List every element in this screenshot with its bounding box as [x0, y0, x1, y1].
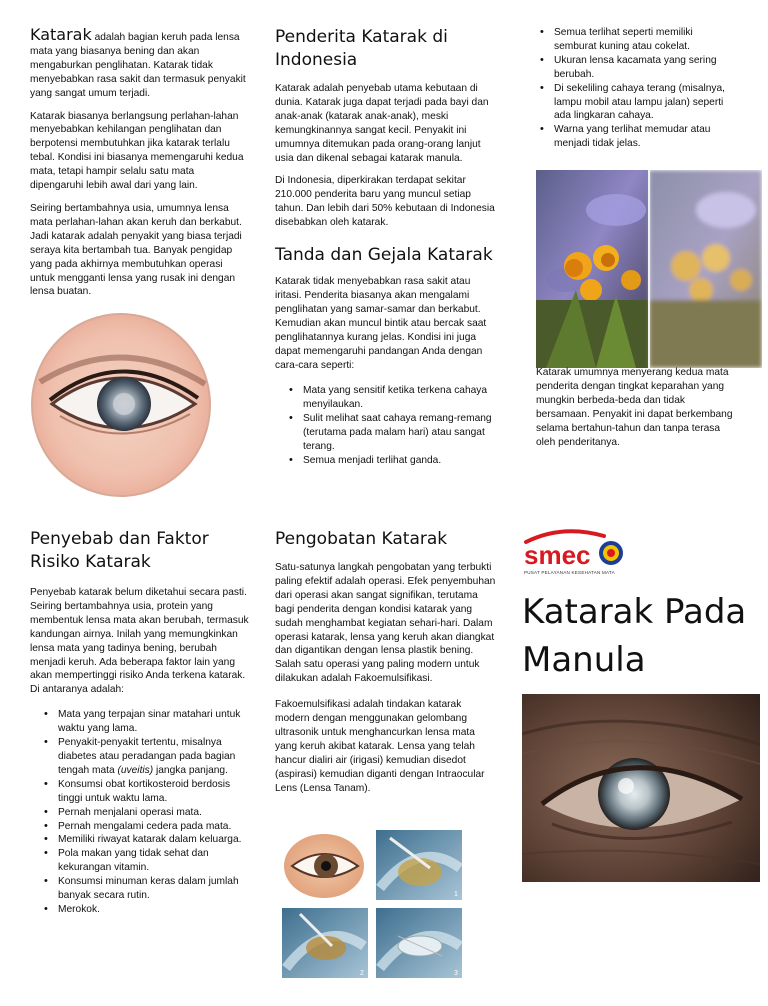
symptoms-heading: Tanda dan Gejala Katarak	[275, 245, 493, 266]
causes-column	[30, 528, 252, 917]
eye-illustration	[30, 312, 212, 498]
treatment-paragraph-2: Fakoemulsifikasi adalah tindakan katarak modern dengan menggunakan gelombang ultrasonik untuk menghancurkan lensa mata yang keruh akibat katarak. Lensa yang telah hancur dialiri air (irigasi) kemudian disedot (aspirasi) kemudian diganti dengan Intraocular Lens (Lensa Tanam).	[275, 699, 485, 794]
list-item: • Mata yang terpajan sinar matahari untuk waktu yang lama.	[40, 708, 252, 736]
list-item: • Pola makan yang tidak sehat dan kekurangan vitamin.	[40, 847, 252, 875]
treatment-column	[275, 528, 497, 805]
surgery-diagram	[280, 828, 466, 980]
list-item: • Pernah mengalami cedera pada mata.	[40, 820, 252, 834]
intro-paragraph-2: Katarak biasanya berlangsung perlahan-lahan menyebabkan kehilangan penglihatan dan berpotensi membutuhkan jika katarak terlalu tebal. Kondisi ini biasanya memengaruhi kedua mata, tetapi hampir selalu satu mata dipengaruhi lebih awal dari yang lain.	[30, 110, 244, 192]
intro-lead-word: Katarak	[30, 25, 92, 44]
progression-column	[536, 366, 736, 458]
risk-factors-list	[40, 708, 252, 917]
cataract-eye-photo	[522, 694, 760, 882]
logo-tagline: PUSAT PELAYANAN KESEHATAN MATA	[524, 570, 615, 575]
symptoms-list	[285, 384, 495, 467]
list-item: • Di sekeliling cahaya terang (misalnya, lampu mobil atau lampu jalan) seperti ada lingkaran cahaya.	[536, 82, 736, 124]
diagram-step-2: 2	[360, 970, 364, 977]
indonesia-paragraph-2: Di Indonesia, diperkirakan terdapat sekitar 210.000 penderita baru yang muncul setiap tahun. Dan lebih dari 50% kebutaan di Indonesia disebabkan oleh katarak.	[275, 175, 495, 229]
intro-column	[30, 25, 248, 308]
list-item: • Warna yang terlihat memudar atau menjadi tidak jelas.	[536, 123, 736, 151]
treatment-heading: Pengobatan Katarak	[275, 529, 448, 549]
list-item: • Semua terlihat seperti memiliki semburat kuning atau cokelat.	[536, 26, 736, 54]
symptoms-list-continued	[536, 26, 736, 151]
causes-heading: Penyebab dan Faktor Risiko Katarak	[30, 529, 209, 572]
logo-wordmark: smec	[524, 540, 591, 570]
intro-paragraph-1-text: adalah bagian keruh pada lensa mata yang biasanya bening dan akan mengaburkan penglihatan. Katarak tidak menyebabkan rasa sakit dan termasuk penyakit yang sangat umum terjadi.	[30, 32, 246, 99]
list-item: • Mata yang sensitif ketika terkena cahaya menyilaukan.	[285, 384, 495, 412]
causes-paragraph: Penyebab katarak belum diketahui secara pasti. Seiring bertambahnya usia, protein yang membentuk lensa mata akan berubah, termasuk kandungan airnya. Inilah yang memungkinkan lensa mata yang tadinya bening, berubah menjadi keruh. Ada beberapa faktor lain yang akan mempertinggi risiko Anda terkena katarak. Di antaranya adalah:	[30, 587, 249, 696]
vision-comparison-photo	[536, 170, 762, 368]
cover-title: Katarak Pada Manula	[522, 592, 747, 680]
diagram-step-3: 3	[454, 970, 458, 977]
list-item: • Pernah menjalani operasi mata.	[40, 806, 252, 820]
uveitis-term: (uveitis)	[117, 764, 154, 776]
list-item: • Penyakit-penyakit tertentu, misalnya diabetes atau peradangan pada bagian tengah mata (uveitis) jangka panjang.	[40, 736, 252, 778]
list-item: • Merokok.	[40, 903, 252, 917]
list-item: • Konsumsi obat kortikosteroid berdosis tinggi untuk waktu lama.	[40, 778, 252, 806]
list-item: • Ukuran lensa kacamata yang sering berubah.	[536, 54, 736, 82]
indonesia-column	[275, 26, 495, 468]
intro-paragraph-3: Seiring bertambahnya usia, umumnya lensa mata perlahan-lahan akan keruh dan berkabut. Jadi katarak adalah penyakit yang biasa terjadi seraya kita bertambah tua. Banyak pengidap yang pada akhirnya membutuhkan operasi untuk mengganti lensa yang rusak ini dengan lensa buatan.	[30, 202, 242, 298]
indonesia-heading: Penderita Katarak di Indonesia	[275, 27, 448, 70]
diagram-step-1: 1	[454, 891, 458, 898]
indonesia-paragraph-1: Katarak adalah penyebab utama kebutaan di dunia. Katarak juga dapat terjadi pada bayi dan anak-anak (katarak anak-anak), meski kemungkinannya sangat kecil. Penyakit ini umumnya ditemukan pada orang-orang lanjut usia dan dikenal sebagai katarak manula.	[275, 83, 489, 164]
intro-paragraph-1	[30, 25, 248, 101]
list-item: • Konsumsi minuman keras dalam jumlah banyak secara rutin.	[40, 875, 252, 903]
symptoms-paragraph: Katarak tidak menyebabkan rasa sakit atau iritasi. Penderita biasanya akan mengalami penglihatan yang samar-samar dan berkabut. Kemudian akan muncul bintik atau bercak saat penglihatannya kurang jelas. Kondisi ini juga dapat memengaruhi pandangan Anda dengan cara-cara seperti:	[275, 276, 487, 371]
list-item: • Memiliki riwayat katarak dalam keluarga.	[40, 833, 252, 847]
list-item: • Sulit melihat saat cahaya remang-remang (terutama pada malam hari) atau sangat terang.	[285, 412, 495, 454]
treatment-paragraph-1: Satu-satunya langkah pengobatan yang terbukti paling efektif adalah operasi. Efek penyembuhan dari operasi akan sangat signifikan, terutama bagi penderita dengan kondisi katarak yang sudah menghambat kegiatan sehari-hari. Dalam operasi katarak, lensa yang keruh akan diangkat dan digantikan dengan lensa plastik bening. Salah satu operasi yang paling modern untuk dilakukan adalah Fakoemulsifikasi.	[275, 562, 496, 685]
symptoms-continued-column	[536, 26, 736, 151]
list-item: • Semua menjadi terlihat ganda.	[285, 454, 495, 468]
progression-paragraph: Katarak umumnya menyerang kedua mata penderita dengan tingkat keparahan yang mungkin berbeda-beda dan tidak bersamaan. Penyakit ini dapat berkembang selama bertahun-tahun dan tanpa terasa oleh penderitanya.	[536, 367, 733, 448]
